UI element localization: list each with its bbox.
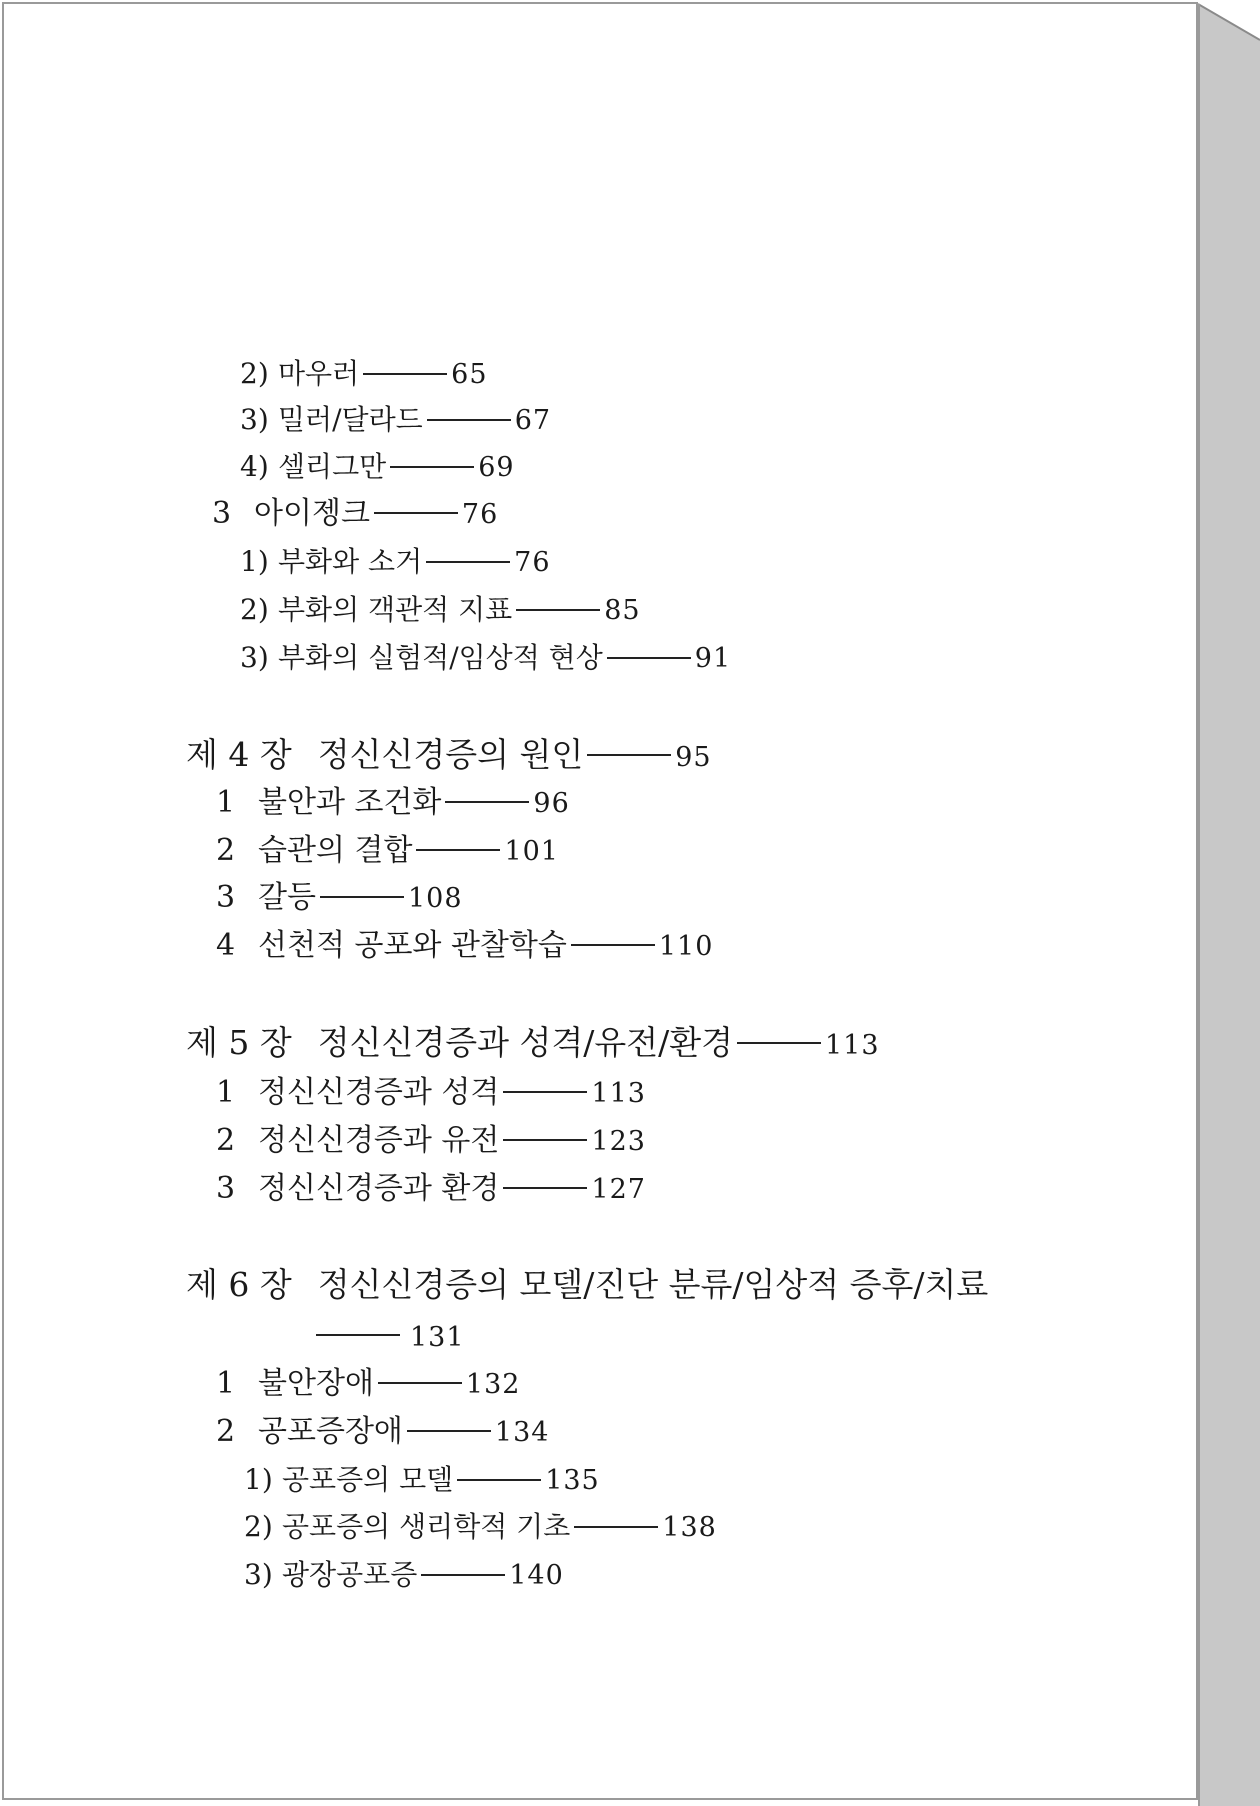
chapter-number: 제 5 장 bbox=[186, 1023, 292, 1062]
leader-dash bbox=[374, 512, 458, 514]
leader-dash bbox=[457, 1479, 541, 1481]
entry-number: 2 bbox=[216, 1414, 236, 1449]
entry-number: 1 bbox=[216, 785, 236, 820]
entry-number: 2) bbox=[244, 1510, 273, 1543]
entry-page: 113 bbox=[591, 1078, 646, 1109]
entry-number: 1 bbox=[216, 1366, 236, 1401]
entry-page: 123 bbox=[591, 1126, 646, 1157]
entry-page: 91 bbox=[694, 643, 732, 674]
toc-entry bbox=[216, 1366, 520, 1403]
toc-entry bbox=[240, 402, 551, 439]
entry-title: 공포증장애 bbox=[258, 1414, 403, 1449]
toc-entry bbox=[216, 928, 713, 965]
leader-dash bbox=[390, 466, 474, 468]
entry-title: 부화의 객관적 지표 bbox=[278, 593, 513, 626]
entry-title: 선천적 공포와 관찰학습 bbox=[258, 928, 567, 963]
entry-title: 부화와 소거 bbox=[278, 545, 423, 578]
entry-page: 85 bbox=[604, 595, 641, 626]
leader-dash bbox=[607, 657, 691, 659]
entry-number: 3) bbox=[240, 403, 269, 436]
book-spine bbox=[1198, 0, 1260, 1806]
entry-page: 108 bbox=[407, 883, 463, 914]
entry-title: 불안과 조건화 bbox=[258, 785, 442, 820]
leader-dash bbox=[416, 849, 500, 851]
toc-entry bbox=[244, 1462, 600, 1499]
toc-entry bbox=[212, 496, 498, 533]
leader-dash bbox=[571, 944, 655, 946]
toc-entry bbox=[216, 1075, 646, 1112]
entry-number: 3) bbox=[240, 641, 269, 674]
entry-page: 140 bbox=[509, 1560, 564, 1591]
entry-page: 131 bbox=[410, 1322, 465, 1353]
leader-dash bbox=[574, 1526, 658, 1528]
entry-page: 132 bbox=[465, 1369, 521, 1400]
entry-title: 아이젱크 bbox=[254, 496, 370, 531]
entry-number: 2) bbox=[240, 593, 269, 626]
toc-entry bbox=[216, 880, 463, 917]
table-of-contents bbox=[4, 4, 1200, 1802]
toc-entry bbox=[240, 544, 551, 581]
leader-dash bbox=[737, 1042, 821, 1044]
entry-page: 67 bbox=[514, 405, 552, 436]
entry-title: 공포증의 모델 bbox=[282, 1463, 454, 1496]
entry-page: 65 bbox=[451, 359, 488, 390]
entry-title: 광장공포증 bbox=[282, 1558, 418, 1591]
toc-entry bbox=[240, 356, 488, 393]
entry-number: 1) bbox=[240, 545, 269, 578]
entry-title: 정신신경증의 모델/진단 분류/임상적 증후/치료 bbox=[317, 1265, 989, 1304]
chapter-heading bbox=[186, 737, 712, 776]
leader-dash bbox=[320, 896, 404, 898]
chapter-heading bbox=[186, 1267, 988, 1303]
leader-dash bbox=[407, 1430, 491, 1432]
entry-page: 127 bbox=[591, 1174, 646, 1205]
entry-page: 101 bbox=[504, 836, 559, 867]
entry-title: 불안장애 bbox=[258, 1366, 374, 1401]
toc-page bbox=[2, 2, 1198, 1800]
entry-number: 2) bbox=[240, 357, 269, 390]
entry-page: 138 bbox=[662, 1512, 717, 1543]
entry-page: 69 bbox=[478, 452, 515, 483]
entry-number: 2 bbox=[216, 833, 236, 868]
leader-dash bbox=[503, 1091, 587, 1093]
entry-title: 정신신경증과 성격/유전/환경 bbox=[317, 1023, 733, 1062]
toc-entry bbox=[216, 1171, 646, 1208]
entry-page: 96 bbox=[533, 788, 570, 819]
leader-dash bbox=[426, 561, 510, 563]
toc-entry bbox=[216, 1123, 646, 1160]
chapter-page-continuation bbox=[316, 1317, 465, 1356]
entry-title: 마우러 bbox=[278, 357, 360, 390]
toc-entry bbox=[240, 592, 641, 629]
leader-dash bbox=[587, 754, 671, 756]
entry-title: 공포증의 생리학적 기초 bbox=[282, 1510, 571, 1543]
entry-page: 95 bbox=[675, 742, 712, 773]
entry-title: 습관의 결합 bbox=[258, 833, 413, 868]
entry-page: 135 bbox=[545, 1465, 600, 1496]
entry-number: 3 bbox=[216, 880, 236, 915]
entry-number: 3 bbox=[212, 496, 232, 531]
leader-dash bbox=[363, 373, 447, 375]
chapter-number: 제 4 장 bbox=[186, 735, 292, 774]
entry-title: 밀러/달라드 bbox=[278, 403, 423, 436]
entry-title: 정신신경증과 환경 bbox=[258, 1171, 500, 1206]
entry-page: 110 bbox=[658, 931, 714, 962]
leader-dash bbox=[516, 609, 600, 611]
toc-entry bbox=[216, 785, 570, 822]
chapter-heading bbox=[186, 1025, 880, 1064]
entry-number: 3) bbox=[244, 1558, 273, 1591]
entry-number: 3 bbox=[216, 1171, 236, 1206]
toc-entry bbox=[240, 449, 515, 486]
entry-title: 정신신경증과 성격 bbox=[258, 1075, 500, 1110]
entry-page: 113 bbox=[825, 1030, 880, 1061]
entry-number: 1) bbox=[244, 1463, 273, 1496]
toc-entry bbox=[240, 640, 731, 677]
chapter-number: 제 6 장 bbox=[186, 1265, 292, 1304]
leader-dash bbox=[316, 1334, 400, 1336]
toc-entry bbox=[244, 1509, 717, 1546]
toc-entry bbox=[216, 1414, 549, 1451]
entry-number: 2 bbox=[216, 1123, 236, 1158]
leader-dash bbox=[445, 801, 529, 803]
leader-dash bbox=[503, 1139, 587, 1141]
entry-page: 134 bbox=[494, 1417, 550, 1448]
toc-entry bbox=[244, 1557, 564, 1594]
leader-dash bbox=[421, 1574, 505, 1576]
entry-title: 정신신경증과 유전 bbox=[258, 1123, 500, 1158]
entry-title: 갈등 bbox=[258, 880, 316, 915]
entry-page: 76 bbox=[461, 499, 499, 530]
entry-title: 셀리그만 bbox=[278, 450, 387, 483]
entry-number: 4 bbox=[216, 928, 236, 963]
leader-dash bbox=[378, 1382, 462, 1384]
toc-entry bbox=[216, 833, 559, 870]
entry-number: 1 bbox=[216, 1075, 236, 1110]
entry-title: 정신신경증의 원인 bbox=[317, 735, 584, 774]
leader-dash bbox=[503, 1187, 587, 1189]
entry-page: 76 bbox=[514, 547, 551, 578]
entry-title: 부화의 실험적/임상적 현상 bbox=[278, 641, 603, 674]
entry-number: 4) bbox=[240, 450, 269, 483]
leader-dash bbox=[427, 419, 511, 421]
